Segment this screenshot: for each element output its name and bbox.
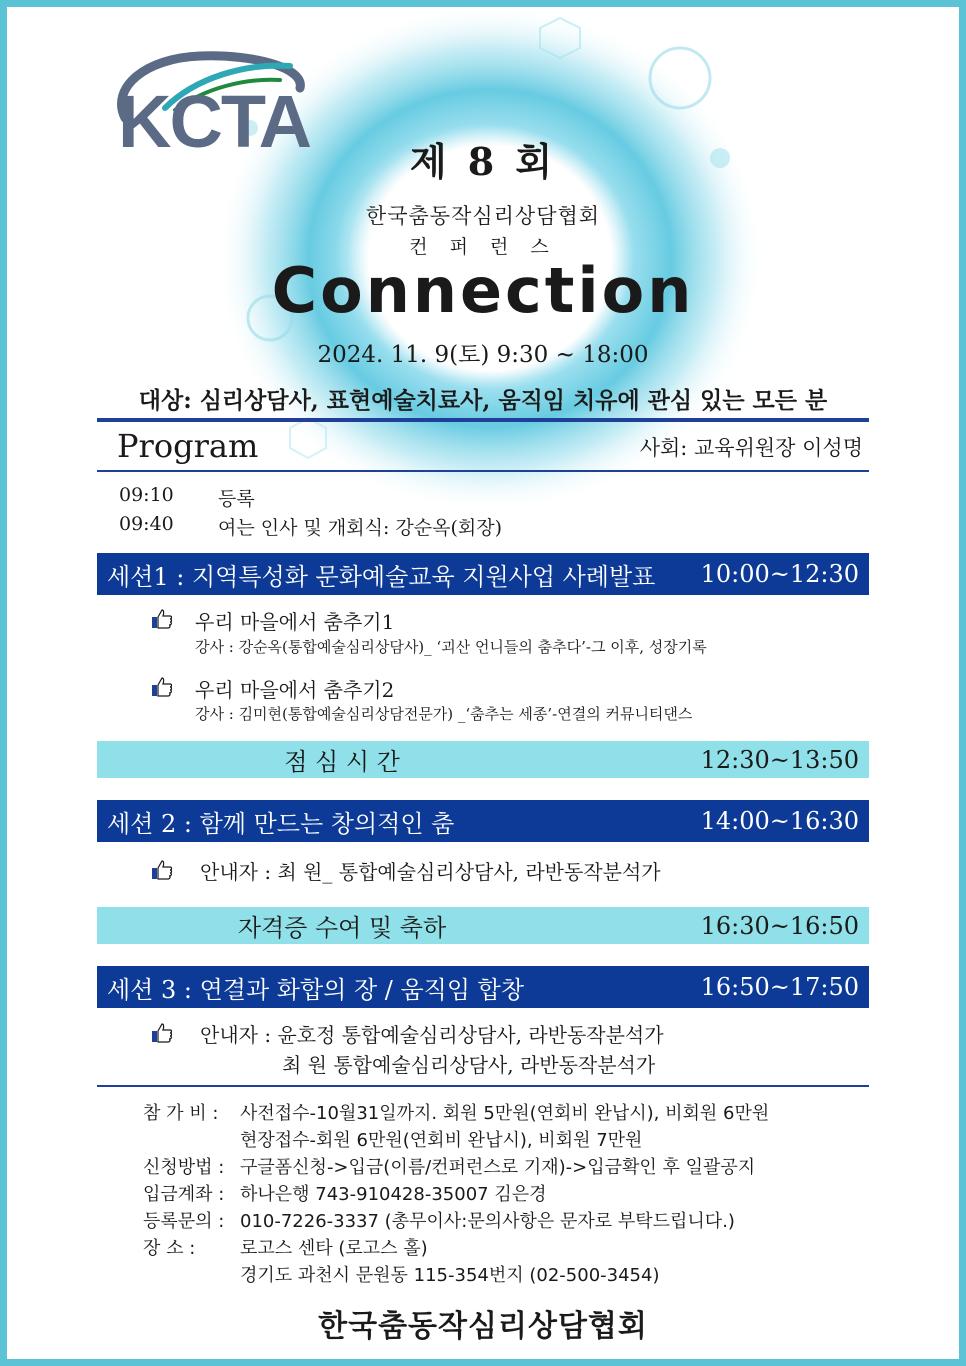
lunch-title: 점 심 시 간	[284, 748, 400, 776]
schedule-text: 등록	[218, 488, 255, 510]
divider	[97, 418, 869, 422]
contact-phone: 010-7226-3337 (총무이사:문의사항은 문자로 부탁드립니다.)	[240, 1211, 735, 1232]
session3-bar	[97, 966, 869, 1008]
session1-item-title: 우리 마을에서 춤추기2	[195, 678, 395, 702]
ceremony-time: 16:30~16:50	[700, 911, 859, 940]
venue-address: 경기도 과천시 문원동 115-354번지 (02-500-3454)	[240, 1265, 660, 1286]
ceremony-title: 자격증 수여 및 축하	[237, 914, 447, 942]
apply-method: 구글폼신청->입금(이름/컨퍼런스로 기재)->입금확인 후 일괄공지	[240, 1157, 756, 1178]
account-label: 입금계좌 :	[143, 1184, 225, 1205]
session1-time: 10:00~12:30	[700, 560, 859, 588]
session2-title: 세션 2 : 함께 만드는 창의적인 춤	[107, 809, 455, 838]
thumbs-up-icon	[150, 607, 174, 631]
session2-bar	[97, 800, 869, 842]
fee-label: 참 가 비 :	[143, 1103, 219, 1124]
fee-onsite: 현장접수-회원 6만원(연회비 완납시), 비회원 7만원	[240, 1130, 643, 1151]
session3-time: 16:50~17:50	[700, 973, 859, 1001]
target-audience: 대상: 심리상담사, 표현예술치료사, 움직임 치유에 관심 있는 모든 분	[138, 387, 828, 414]
session3-guide: 최 원 통합예술심리상담사, 라반동작분석가	[282, 1053, 656, 1077]
venue-name: 로고스 센타 (로고스 홀)	[240, 1238, 428, 1259]
edition-title: 제 8 회	[409, 139, 557, 184]
thumbs-up-icon	[150, 1021, 174, 1045]
schedule-time: 09:10	[119, 484, 174, 506]
lunch-time: 12:30~13:50	[700, 745, 859, 774]
program-heading: Program	[117, 427, 259, 465]
event-datetime: 2024. 11. 9(토) 9:30 ~ 18:00	[317, 342, 649, 368]
session1-item-speaker: 강사 : 김미현(통합예술심리상담전문가) _‘춤추는 세종’-연결의 커뮤니티댄스	[195, 705, 693, 723]
fee-advance: 사전접수-10월31일까지. 회원 5만원(연회비 완납시), 비회원 6만원	[240, 1103, 770, 1124]
session3-guide: 안내자 : 윤호정 통합예술심리상담사, 라반동작분석가	[200, 1023, 664, 1047]
divider	[97, 1085, 869, 1087]
session2-time: 14:00~16:30	[700, 807, 859, 835]
divider	[97, 470, 869, 472]
session3-title: 세션 3 : 연결과 화합의 장 / 움직임 합창	[107, 975, 525, 1004]
organization-name: 한국춤동작심리상담협회	[365, 204, 601, 228]
thumbs-up-icon	[150, 858, 174, 882]
thumbs-up-icon	[150, 675, 174, 699]
schedule-text: 여는 인사 및 개회식: 강순옥(회장)	[218, 517, 502, 539]
session1-bar	[97, 553, 869, 595]
logo-wordmark: KCTA	[118, 80, 311, 163]
session1-title: 세션1 : 지역특성화 문화예술교육 지원사업 사례발표	[107, 562, 656, 591]
footer-organization: 한국춤동작심리상담협회	[318, 1309, 648, 1344]
contact-label: 등록문의 :	[143, 1211, 225, 1232]
session2-guide: 안내자 : 최 원_ 통합예술심리상담사, 라반동작분석가	[200, 860, 661, 884]
apply-label: 신청방법 :	[143, 1157, 225, 1178]
bank-account: 하나은행 743-910428-35007 김은경	[240, 1184, 547, 1205]
venue-label: 장 소 :	[143, 1238, 196, 1259]
theme-title: Connection	[271, 254, 695, 327]
lunch-bar	[97, 741, 869, 778]
conference-label: 컨 퍼 런 스	[409, 236, 557, 258]
session1-item-speaker: 강사 : 강순옥(통합예술심리상담사)_ ‘괴산 언니들의 춤추다’-그 이후, 성장기록	[195, 638, 707, 656]
schedule-time: 09:40	[119, 513, 174, 535]
host-label: 사회: 교육위원장 이성명	[639, 436, 863, 460]
ceremony-bar	[97, 907, 869, 944]
session1-item-title: 우리 마을에서 춤추기1	[195, 610, 395, 634]
